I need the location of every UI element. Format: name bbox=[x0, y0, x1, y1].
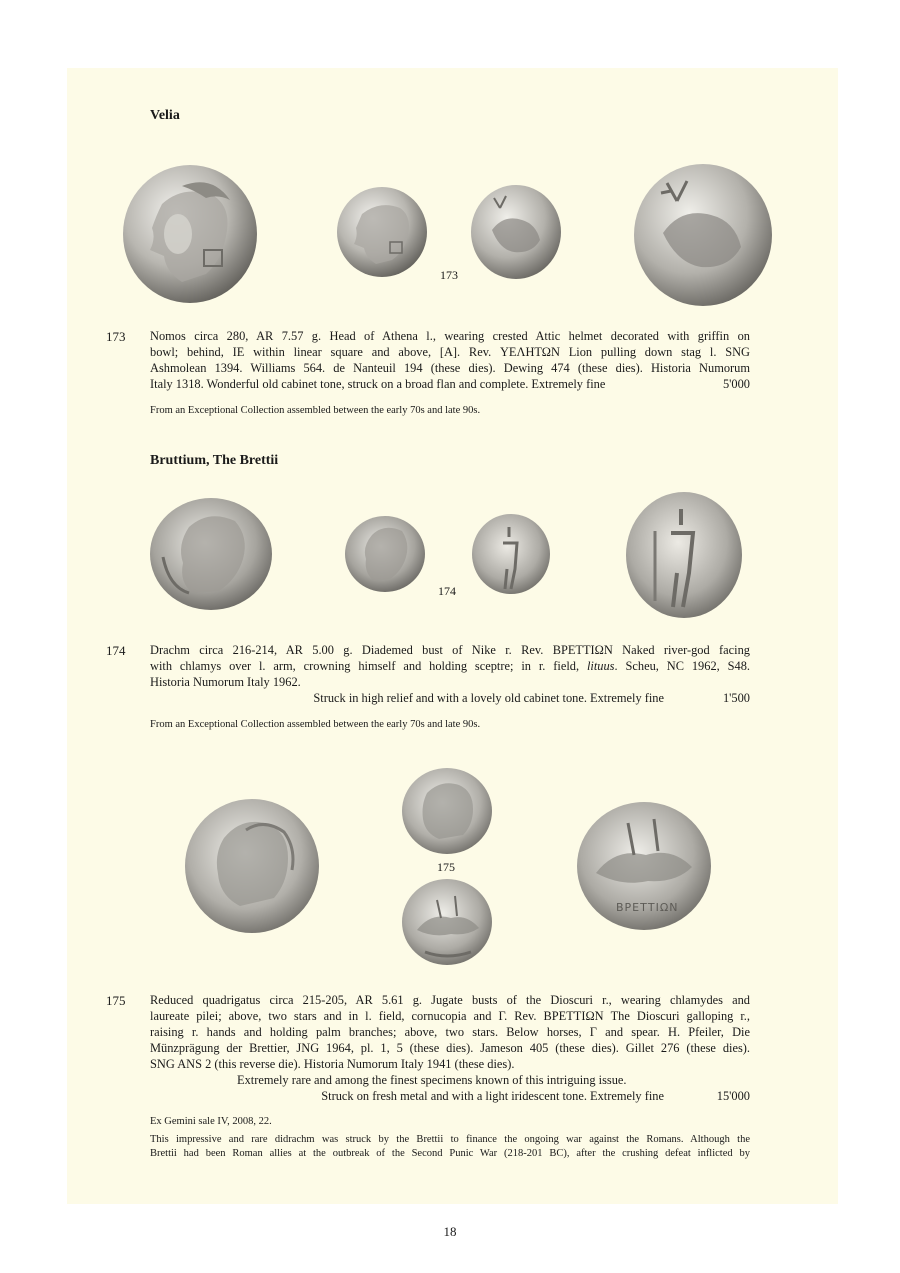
description-line-head: with chlamys over l. arm, crowning himself and holding sceptre; in r. field, bbox=[150, 659, 587, 673]
image-label-174: 174 bbox=[438, 584, 456, 598]
coin-174-obverse-large bbox=[149, 497, 273, 611]
provenance-173: From an Exceptional Collection assembled between the early 70s and late 90s. bbox=[150, 405, 481, 416]
lot-175-description bbox=[150, 992, 750, 1104]
page-number: 18 bbox=[443, 1224, 457, 1239]
lot-number-173: 173 bbox=[106, 329, 126, 344]
price-175: 15'000 bbox=[716, 1089, 750, 1103]
lot-173-description bbox=[150, 328, 750, 392]
description-line: Reduced quadrigatus circa 215-205, AR 5.61 g. Jugate busts of the Dioscuri r., wearing chlamydes and bbox=[150, 993, 750, 1007]
description-final-line bbox=[150, 376, 750, 392]
description-line: Historia Numorum Italy 1962. bbox=[150, 675, 301, 689]
italic-word: lituus bbox=[586, 659, 615, 673]
final-line-text: Struck on fresh metal and with a light iridescent tone. Extremely fine bbox=[321, 1089, 664, 1103]
coin-175-reverse-large bbox=[576, 801, 712, 931]
description-final-line bbox=[150, 1088, 750, 1104]
coin-175-reverse bbox=[401, 878, 493, 966]
final-line-text: Italy 1318. Wonderful old cabinet tone, struck on a broad flan and complete. Extremely fine bbox=[150, 377, 606, 391]
description-line: raising r. hands and holding palm branches; above, two stars. Below horses, Γ and spear. H. Pfeiler, Die bbox=[150, 1025, 750, 1039]
coin-legend-brettii: ΒΡΕΤΤΙΩΝ bbox=[616, 901, 679, 914]
final-line-text: Struck in high relief and with a lovely old cabinet tone. Extremely fine bbox=[313, 691, 664, 705]
note-line: Brettii had been Roman allies at the outbreak of the Second Punic War (218-201 BC), after the crushing defeat inflicted by bbox=[150, 1148, 750, 1159]
lot-174-description bbox=[150, 642, 750, 706]
provenance-175: Ex Gemini sale IV, 2008, 22. bbox=[150, 1116, 272, 1127]
comment-line: Extremely rare and among the finest specimens known of this intriguing issue. bbox=[237, 1073, 627, 1087]
image-label-175: 175 bbox=[437, 860, 455, 874]
description-line: Münzprägung der Brettier, JNG 1964, pl. 1, 5 (these dies). Jameson 405 (these dies). Gillet 276 (these dies). bbox=[150, 1041, 750, 1055]
historical-note-175 bbox=[150, 1133, 750, 1161]
image-label-173: 173 bbox=[440, 268, 458, 282]
section-heading-velia: Velia bbox=[150, 108, 180, 123]
section-heading-bruttium: Bruttium, The Brettii bbox=[150, 453, 279, 468]
coin-174-reverse bbox=[471, 513, 551, 595]
description-line: bowl; behind, IE within linear square and above, [A]. Rev. ΥΕΛΗΤΩΝ Lion pulling down stag l. SNG bbox=[150, 345, 750, 359]
coin-173-obverse bbox=[336, 186, 428, 278]
description-line: Drachm circa 216-214, AR 5.00 g. Diademed bust of Nike r. Rev. ΒΡΕΤΤΙΩΝ Naked river-god facing bbox=[150, 643, 750, 657]
description-final-line bbox=[150, 690, 750, 706]
description-line: SNG ANS 2 (this reverse die). Historia Numorum Italy 1941 (these dies). bbox=[150, 1057, 515, 1071]
lot-number-174: 174 bbox=[106, 643, 126, 658]
description-line bbox=[150, 658, 750, 674]
description-line: laureate pilei; above, two stars and in l. field, cornucopia and Γ. Rev. ΒΡΕΤΤΙΩΝ The Dioscuri galloping r., bbox=[150, 1009, 750, 1023]
provenance-174: From an Exceptional Collection assembled between the early 70s and late 90s. bbox=[150, 719, 481, 730]
coin-173-obverse-large bbox=[122, 164, 258, 304]
coin-175-obverse-large bbox=[184, 798, 320, 934]
coin-174-reverse-large bbox=[625, 491, 743, 619]
description-line: Ashmolean 1394. Williams 564. de Nanteuil 194 (these dies). Dewing 474 (these dies). Historia Numorum bbox=[150, 361, 750, 375]
coin-175-obverse bbox=[401, 767, 493, 855]
note-line: This impressive and rare didrachm was struck by the Brettii to finance the ongoing war against the Romans. Although the bbox=[150, 1134, 750, 1145]
lot-number-175: 175 bbox=[106, 993, 126, 1008]
price-174: 1'500 bbox=[722, 691, 750, 705]
coin-174-obverse bbox=[344, 515, 426, 593]
description-line-tail: . Scheu, NC 1962, S48. bbox=[614, 659, 751, 673]
coin-173-reverse-large bbox=[633, 163, 773, 307]
coin-173-reverse bbox=[470, 184, 562, 280]
description-line: Nomos circa 280, AR 7.57 g. Head of Athena l., wearing crested Attic helmet decorated with griffin on bbox=[150, 329, 750, 343]
price-173: 5'000 bbox=[722, 377, 750, 391]
